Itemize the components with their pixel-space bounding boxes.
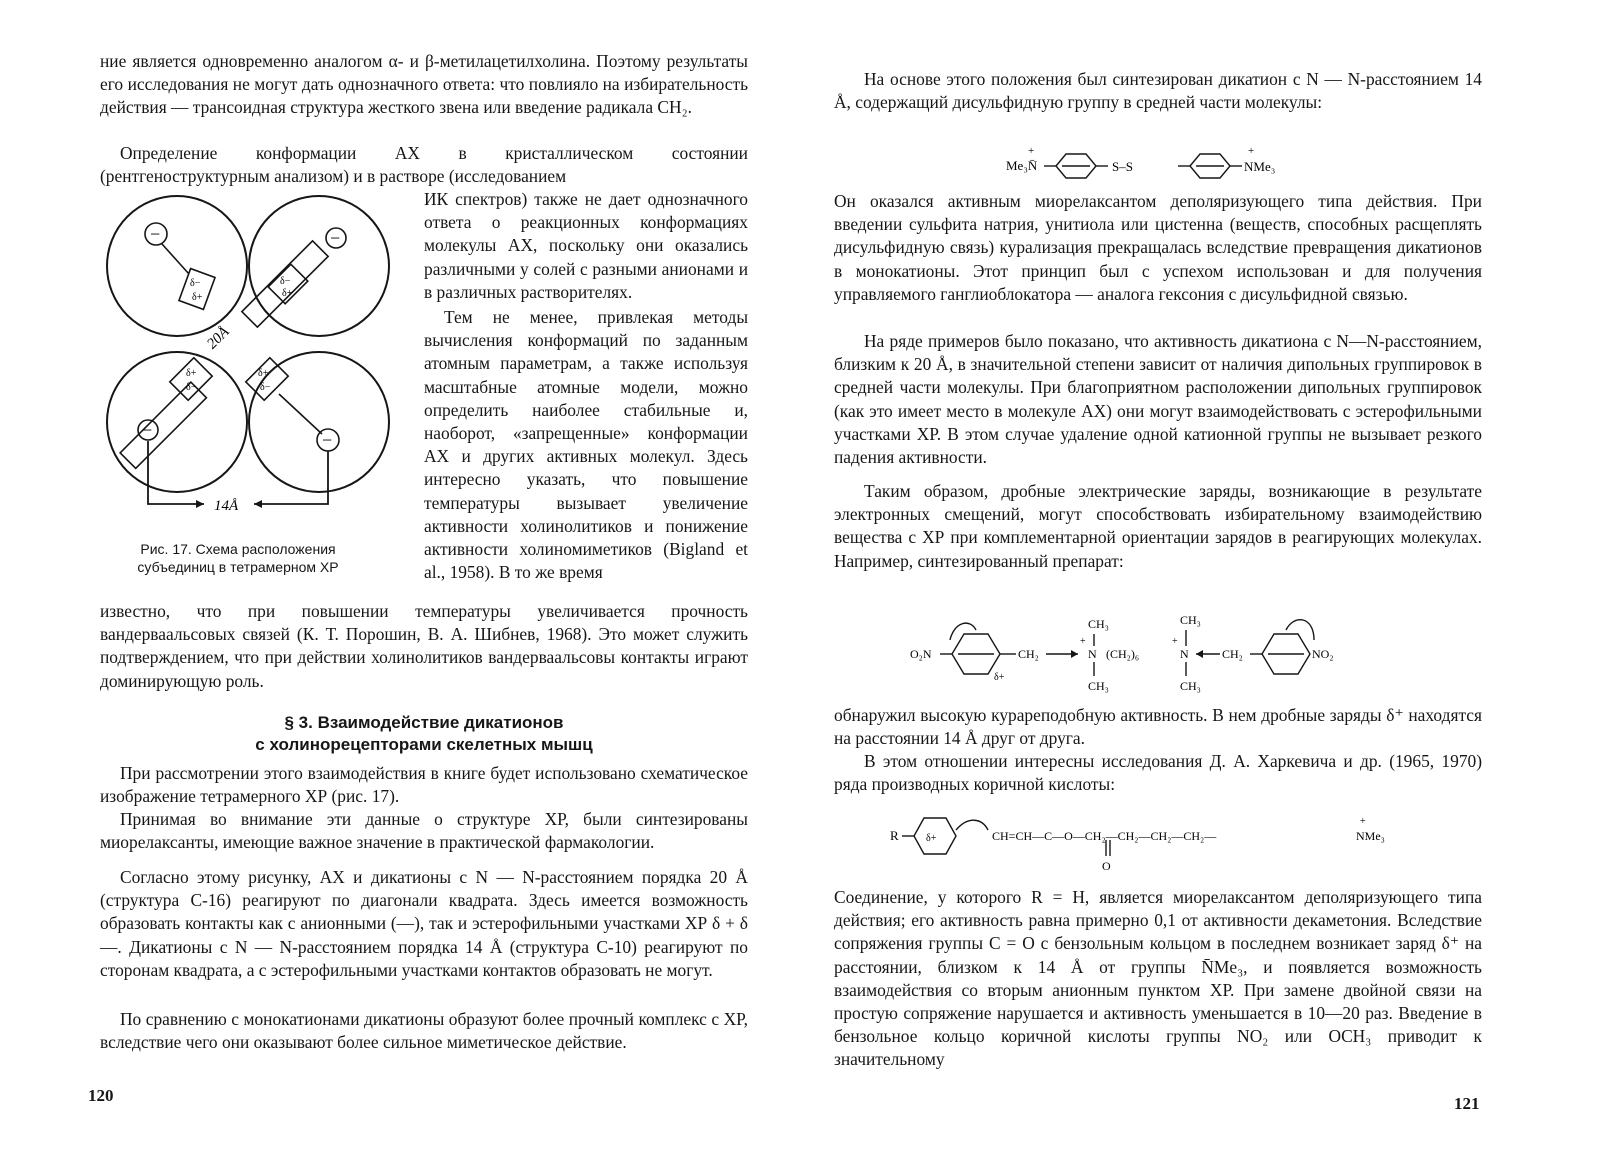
svg-text:O₂N: O₂N	[910, 647, 932, 661]
svg-text:CH₃: CH₃	[1180, 679, 1201, 693]
svg-text:CH₃: CH₃	[1180, 613, 1201, 627]
svg-text:R: R	[890, 828, 899, 843]
minus-sign-bottom-right: −	[322, 430, 333, 450]
minus-sign-bottom-left: −	[142, 420, 153, 440]
svg-text:NMe₃: NMe₃	[1356, 829, 1385, 843]
left-paragraph-2-top: Определение конформации АХ в кристаллическом состоянии (рентгеноструктурным анализом) и в растворе (исследованием	[100, 143, 748, 187]
right-paragraph-6: В этом отношении интересны исследования Д. А. Харкевича и др. (1965, 1970) ряда производных коричной кислоты:	[834, 751, 1482, 795]
svg-text:δ+: δ+	[926, 833, 937, 844]
left-page	[0, 0, 790, 1176]
svg-text:δ+: δ+	[994, 672, 1005, 683]
svg-text:δ+: δ+	[192, 292, 203, 303]
subunit-circle-bottom-left	[107, 352, 247, 492]
svg-text:δ+: δ+	[258, 368, 269, 379]
left-paragraph-3-side: Тем не менее, привлекая методы вычисления конформаций по заданным атомным параметрам, а также используя масштабные атомные модели, можно определить наиболее стабильные и, наоборот, «запрещенные» конформации АХ и других активных молекул. Здесь интересно указать, что повышение температуры вызывает увеличение активности холинолитиков и понижение активности холиномиметиков (Bigland et al., 1958). В то же время	[424, 307, 748, 583]
page-number-right: 121	[1454, 1094, 1480, 1113]
svg-text:S–S: S–S	[1112, 159, 1133, 174]
left-paragraph-3-bottom: известно, что при повышении температуры увеличивается прочность вандерваальсовых связей (К. Т. Порошин, В. А. Шибнев, 1968). Это может служить подтверждением, что при действии холинолитиков вандерваальсовы контакты играют доминирующую роль.	[100, 601, 748, 691]
right-paragraph-1: На основе этого положения был синтезирован дикатион с N — N-расстоянием 14 Å, содержащий дисульфидную группу в средней части молекулы:	[834, 69, 1482, 113]
svg-text:CH₃: CH₃	[1088, 679, 1109, 693]
distance-label-14: 14Å	[214, 498, 239, 514]
right-paragraph-5: обнаружил высокую курареподобную активность. В нем дробные заряды δ⁺ находятся на расстоянии 14 Å друг от друга.	[834, 705, 1482, 749]
svg-text:NO₂: NO₂	[1312, 647, 1334, 661]
figure-tetramer-diagram	[104, 194, 416, 530]
right-paragraph-7: Соединение, у которого R = H, является миорелаксантом деполяризующего типа действия; его активность равна примерно 0,1 от активности декаметония. Вследствие сопряжения группы C = O с бензольным кольцом в последнем возникает заряд δ⁺ на расстоянии, близком к 14 Å от группы N̄Me₃, и появляется возможность взаимодействия со вторым анионным пунктом ХР. При замене двойной связи на простую сопряжение нарушается и активность уменьшается в 10—20 раз. Введение в бензольное кольцо коричной кислоты группы NO₂ или OCH₃ приводит к значительному	[834, 887, 1482, 1070]
svg-text:δ−: δ−	[190, 278, 201, 289]
figure-caption: Рис. 17. Схема расположения субъединиц в тетрамерном ХР	[137, 541, 339, 575]
subunit-circle-top-left	[107, 196, 247, 336]
svg-text:CH₂: CH₂	[1018, 647, 1039, 661]
right-paragraph-3: На ряде примеров было показано, что активность дикатиона с N—N-расстоянием, близким к 20 Å, в значительной степени зависит от наличия дипольных группировок в средней части молекулы. При благоприятном расположении дипольных группировок (как это имеет место в молекуле АХ) они могут взаимодействовать с эстерофильными участками ХР. В этом случае удаление одной катионной группы не вызывает резкого падения активности.	[834, 331, 1482, 468]
right-paragraph-2: Он оказался активным миорелаксантом деполяризующего типа действия. При введении сульфита натрия, унитиола или цистенна (веществ, способных расщеплять дисульфидную связь) курализация прекращалась вследствие превращения дикатионов в монокатионы. Этот принцип был с успехом использован и для получения управляемого ганглиоблокатора — аналога гексония с дисульфидной связью.	[834, 191, 1482, 304]
left-paragraph-2-side: ИК спектров) также не дает однозначного ответа о реакционных конформациях молекулы АХ, поскольку они оказались различными у солей с разными анионами и в различных растворителях.	[424, 189, 748, 302]
page-number-left: 120	[88, 1086, 114, 1105]
minus-sign-top-left: −	[150, 224, 161, 244]
svg-text:+: +	[1028, 145, 1035, 157]
left-paragraph-5: Принимая во внимание эти данные о структуре ХР, были синтезированы миорелаксанты, имеющие важное значение в практической фармакологии.	[100, 809, 748, 853]
svg-text:Me₃N̄: Me₃N̄	[1006, 158, 1038, 173]
right-page	[820, 0, 1600, 1176]
left-paragraph-6: Согласно этому рисунку, АХ и дикатионы с N — N-расстоянием порядка 20 Å (структура С-16) реагируют по диагонали квадрата. Здесь имеется возможность образовать контакты как с анионными (—), так и эстерофильными участками ХР δ + δ —. Дикатионы с N — N-расстоянием порядка 14 Å (структура С-10) реагируют по сторонам квадрата, а с эстерофильными участками контактов образовать не могут.	[100, 867, 748, 980]
svg-text:δ+: δ+	[282, 288, 293, 299]
left-paragraph-4: При рассмотрении этого взаимодействия в книге будет использовано схематическое изображение тетрамерного ХР (рис. 17).	[100, 763, 748, 807]
section-heading-line-2: с холинорецепторами скелетных мышц	[255, 735, 593, 754]
left-paragraph-7: По сравнению с монокатионами дикатионы образуют более прочный комплекс с ХР, вследствие чего они оказывают более сильное миметическое действие.	[100, 1009, 748, 1053]
formula-disulfide-dication	[1000, 140, 1300, 184]
svg-text:CH₃: CH₃	[1088, 617, 1109, 631]
svg-text:+: +	[1172, 636, 1178, 647]
svg-text:+: +	[1360, 816, 1366, 827]
section-heading-line-1: § 3. Взаимодействие дикатионов	[284, 713, 564, 732]
right-paragraph-4: Таким образом, дробные электрические заряды, возникающие в результате электронных смещений, могут способствовать избирательному взаимодействию вещества с ХР при комплементарной ориентации зарядов в реагирующих молекулах. Например, синтезированный препарат:	[834, 481, 1482, 571]
svg-text:(CH₂)₆: (CH₂)₆	[1106, 647, 1140, 661]
svg-text:δ−: δ−	[280, 276, 291, 287]
svg-text:O: O	[1102, 859, 1111, 873]
svg-text:N: N	[1088, 647, 1097, 661]
subunit-circle-bottom-right	[249, 352, 389, 492]
svg-text:N: N	[1180, 647, 1189, 661]
svg-text:δ−: δ−	[260, 382, 271, 393]
left-paragraph-1: ние является одновременно аналогом α- и β-метилацетилхолина. Поэтому результаты его исследования не могут дать однозначного ответа: что повлияло на избирательность действия — трансоидная структура жесткого звена или введение радикала CH₂.	[100, 51, 748, 118]
svg-text:δ−: δ−	[186, 382, 197, 393]
svg-text:δ+: δ+	[186, 368, 197, 379]
distance-label-20: 20Å	[204, 323, 233, 353]
formula-bis-nitrobenzyl-compound	[910, 600, 1430, 696]
svg-text:+: +	[1248, 145, 1255, 157]
minus-sign-top-right: −	[330, 228, 341, 248]
svg-text:CH=CH—C—O—CH₂—CH₂—CH₂—CH₂—: CH=CH—C—O—CH₂—CH₂—CH₂—CH₂—	[992, 829, 1217, 843]
svg-text:CH₂: CH₂	[1222, 647, 1243, 661]
svg-text:+: +	[1080, 636, 1086, 647]
svg-text:NMe₃: NMe₃	[1244, 159, 1276, 174]
formula-cinnamic-acid-derivative	[870, 806, 1470, 876]
